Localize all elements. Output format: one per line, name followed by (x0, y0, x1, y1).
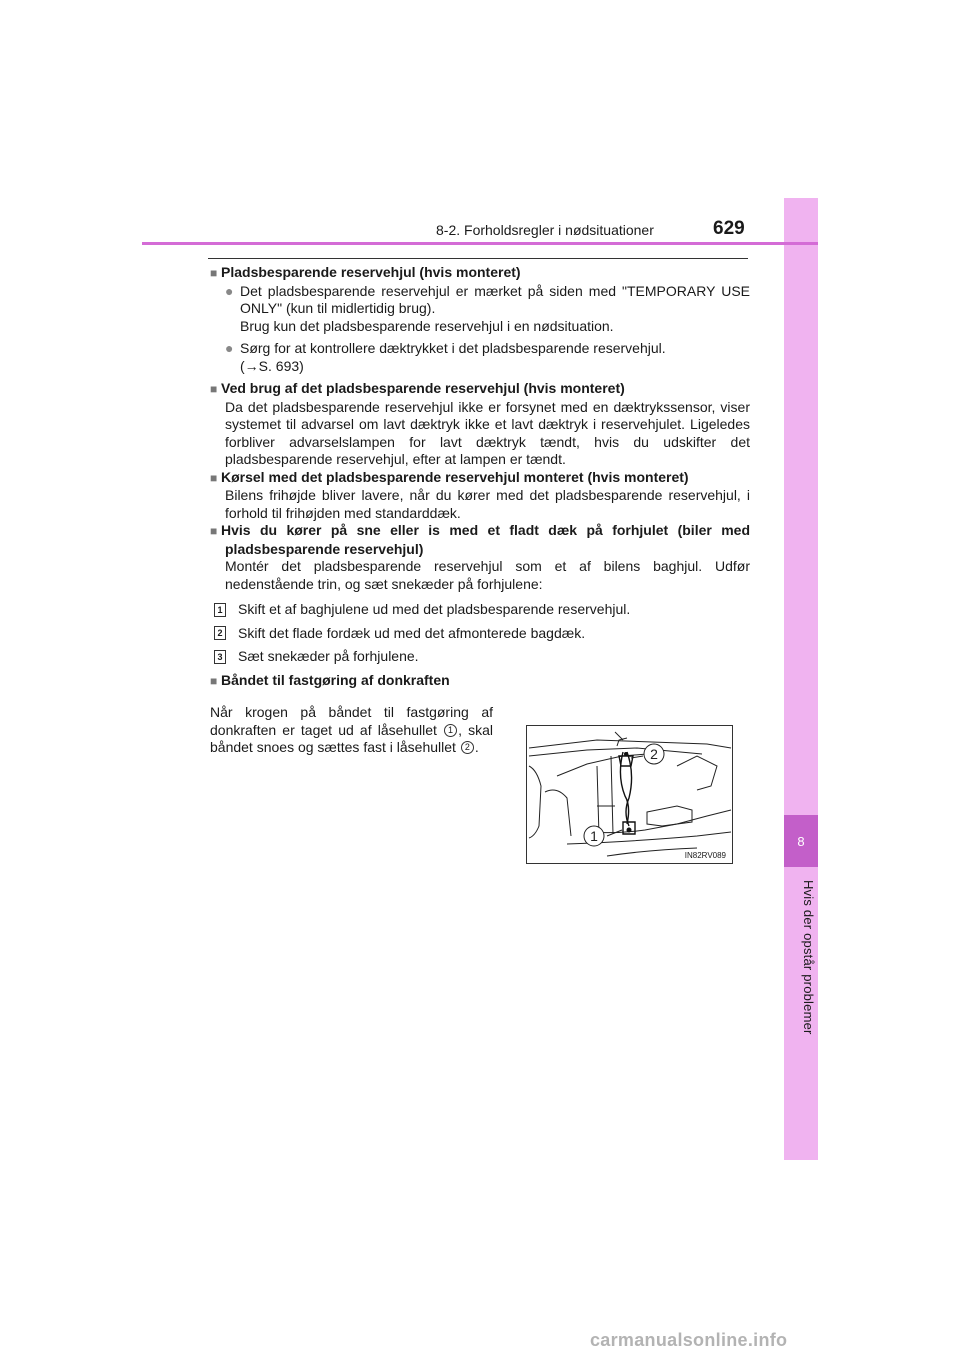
figure-code: IN82RV089 (684, 851, 726, 860)
page-number: 629 (713, 218, 745, 239)
section-body: Da det pladsbesparende reservehjul ikke er forsynet med en dæktrykssensor, viser systemet til advarsel om lavt dæktryk ikke et lavt dæktryk i reservehjulet. Ligeledes forbliver advarselslampen for lavt dæktryk tændt, hvis du udskifter det pladsbesparende reservehjul, efter at lampen er tændt. (225, 398, 750, 467)
step-number-badge: 1 (214, 603, 226, 617)
page-content (210, 264, 750, 757)
section-title: ■ Hvis du kører på sne eller is med et fladt dæk på forhjulet (biler med pladsbesparende reservehjul) (210, 522, 750, 557)
content-top-rule (208, 258, 748, 259)
section-title: ■ Pladsbesparende reservehjul (hvis monteret) (210, 264, 750, 283)
step-item (210, 625, 750, 643)
square-bullet-icon: ■ (210, 470, 218, 485)
square-bullet-icon: ■ (210, 673, 218, 688)
callout-1-icon: 1 (444, 724, 457, 737)
figure-callout-1: 1 (590, 828, 598, 844)
square-bullet-icon: ■ (210, 382, 218, 396)
section-title: ■ Ved brug af det pladsbesparende reservehjul (hvis monteret) (210, 380, 750, 399)
watermark: carmanualsonline.info (590, 1330, 788, 1350)
section-body: Når krogen på båndet til fastgøring af donkraften er taget ud af låsehullet 1 , skal båndet snoes og sættes fast i låsehullet 2 . (210, 704, 493, 755)
header-section-title: 8-2. Forholdsregler i nødsituationer (436, 222, 654, 238)
bullet-continuation: Brug kun det pladsbesparende reservehjul i en nødsituation. (240, 317, 614, 334)
jack-strap-drawing (527, 726, 732, 863)
step-text: Skift et af baghjulene ud med det pladsbesparende reservehjul. (238, 601, 631, 617)
bullet-item: ● Sørg for at kontrollere dæktrykket i det pladsbesparende reservehjul. (225, 340, 666, 356)
square-bullet-icon: ■ (210, 524, 218, 538)
square-bullet-icon: ■ (210, 266, 218, 280)
section-title: ■ Kørsel med det pladsbesparende reservehjul monteret (hvis monteret) (210, 469, 750, 488)
chapter-number: 8 (784, 815, 818, 867)
step-number-badge: 3 (214, 650, 226, 664)
step-item (210, 601, 750, 619)
header-rule (142, 242, 818, 245)
step-text: Sæt snekæder på forhjulene. (238, 648, 419, 664)
round-bullet-icon: ● (225, 340, 234, 356)
section-title: ■ Båndet til fastgøring af donkraften (210, 672, 750, 691)
step-text: Skift det flade fordæk ud med det afmonterede bagdæk. (238, 624, 586, 641)
bullet-item: ● Det pladsbesparende reservehjul er mærket på siden med "TEMPORARY USE ONLY" (kun til midlertidig brug). (225, 282, 750, 316)
step-item (210, 648, 750, 666)
round-bullet-icon: ● (225, 282, 234, 299)
step-number-badge: 2 (214, 626, 226, 640)
figure-callout-2: 2 (650, 746, 658, 762)
page-reference: (→S. 693) (240, 357, 304, 374)
jack-strap-illustration (526, 725, 733, 864)
section-body: Bilens frihøjde bliver lavere, når du kører med det pladsbesparende reservehjul, i forhold til frihøjden med standarddæk. (225, 487, 750, 521)
callout-2-icon: 2 (461, 741, 474, 754)
section-body: Montér det pladsbesparende reservehjul som et af bilens baghjul. Udfør nedenstående trin, og sæt snekæder på forhjulene: (225, 558, 750, 592)
chapter-title: Hvis der opstår problemer (801, 880, 816, 1035)
